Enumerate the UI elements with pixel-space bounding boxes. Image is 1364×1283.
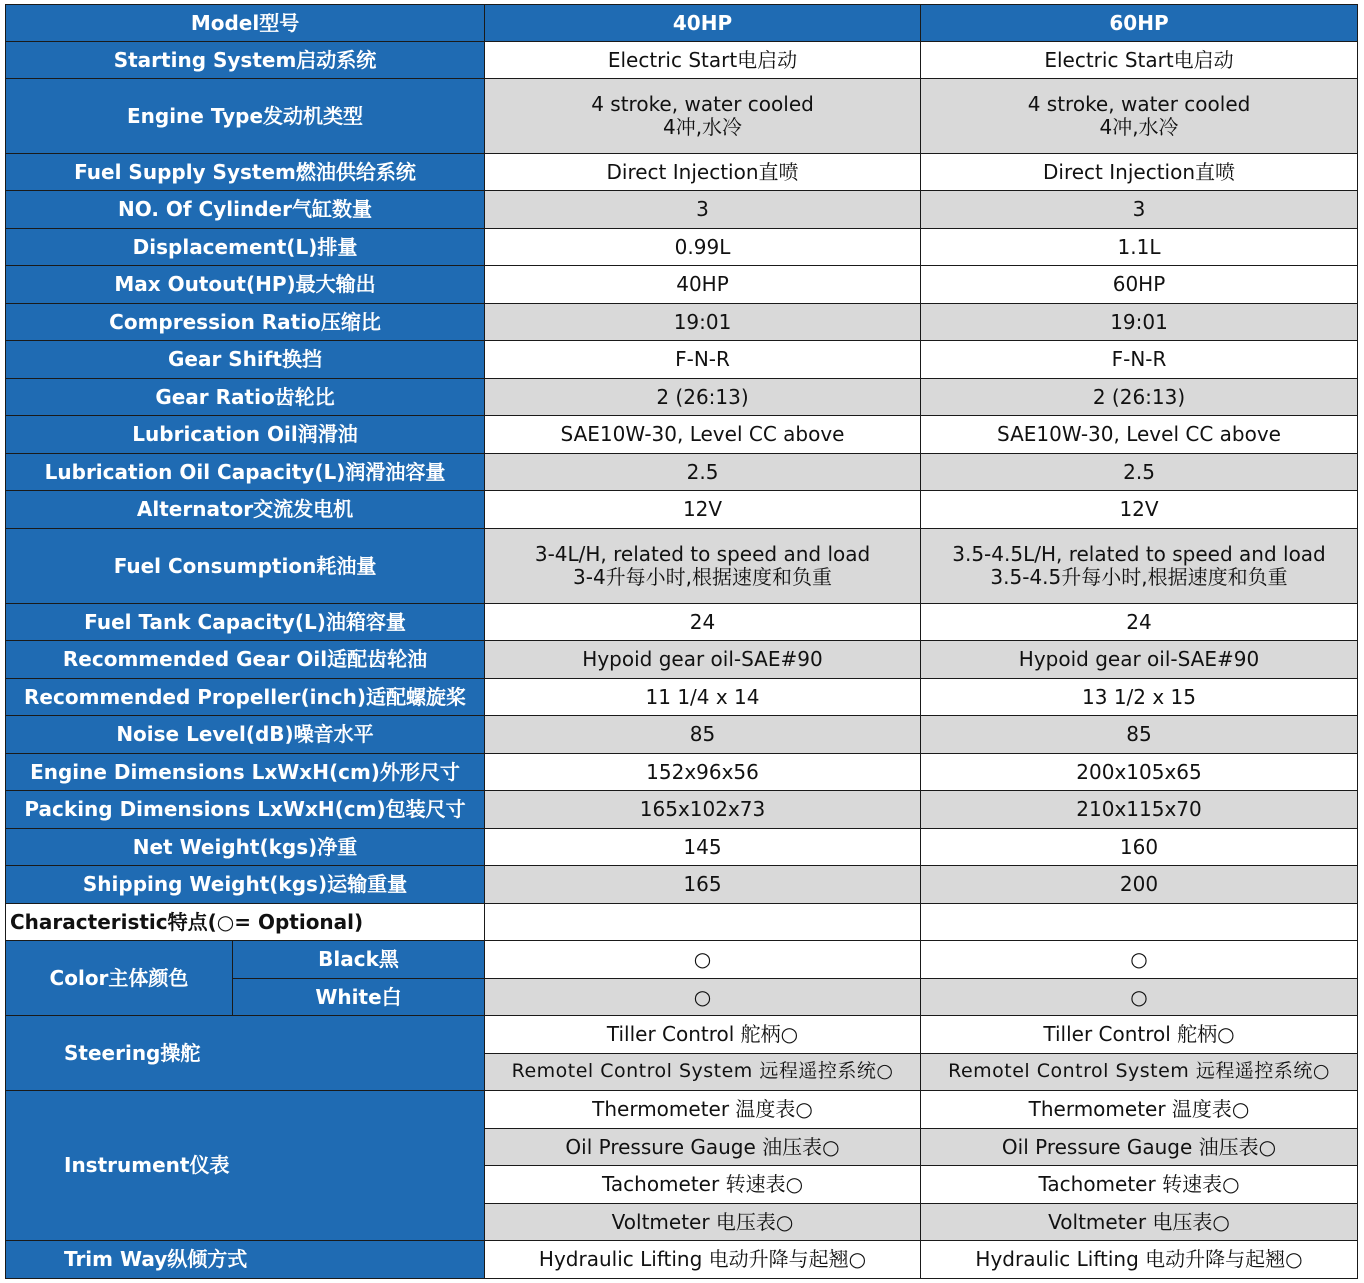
value-60hp: Electric Start电启动 bbox=[921, 42, 1358, 79]
optional-mark-40hp: ○ bbox=[485, 941, 921, 979]
value-60hp: Tachometer 转速表○ bbox=[921, 1166, 1358, 1204]
trim-label: Trim Way纵倾方式 bbox=[6, 1241, 485, 1279]
value-cn: 4冲,水冷 bbox=[1099, 115, 1179, 139]
value-40hp: Tachometer 转速表○ bbox=[485, 1166, 921, 1204]
value-en: 3-4L/H, related to speed and load bbox=[534, 542, 871, 566]
value-cn: 4冲,水冷 bbox=[662, 115, 743, 139]
value-40hp: 152x96x56 bbox=[485, 754, 921, 791]
row-label: Alternator交流发电机 bbox=[6, 491, 485, 529]
table-row bbox=[6, 754, 1358, 791]
optional-mark-60hp: ○ bbox=[921, 979, 1358, 1016]
value-60hp: 1.1L bbox=[921, 229, 1358, 266]
value-60hp: Tiller Control 舵柄○ bbox=[921, 1016, 1358, 1054]
row-label: Packing Dimensions LxWxH(cm)包装尺寸 bbox=[6, 791, 485, 829]
table-row bbox=[6, 679, 1358, 716]
value-40hp: 40HP bbox=[485, 266, 921, 304]
row-label: Lubrication Oil润滑油 bbox=[6, 416, 485, 454]
value-60hp: 13 1/2 x 15 bbox=[921, 679, 1358, 716]
table-row bbox=[6, 604, 1358, 641]
value-60hp: 19:01 bbox=[921, 304, 1358, 341]
value-60hp bbox=[921, 529, 1358, 604]
value-40hp: Hypoid gear oil-SAE#90 bbox=[485, 641, 921, 679]
optional-mark-40hp: ○ bbox=[485, 979, 921, 1016]
value-40hp: 165x102x73 bbox=[485, 791, 921, 829]
table-row bbox=[6, 79, 1358, 154]
table-header-row bbox=[6, 5, 1358, 42]
table-row bbox=[6, 304, 1358, 341]
value-60hp: Direct Injection直喷 bbox=[921, 154, 1358, 191]
row-label: Lubrication Oil Capacity(L)润滑油容量 bbox=[6, 454, 485, 491]
value-60hp: 12V bbox=[921, 491, 1358, 529]
instrument-label: Instrument仪表 bbox=[6, 1091, 485, 1241]
spec-table bbox=[5, 4, 1358, 1279]
value-40hp: 165 bbox=[485, 866, 921, 904]
header-model-label: Model型号 bbox=[6, 5, 485, 42]
table-row bbox=[6, 641, 1358, 679]
row-label: Max Outout(HP)最大输出 bbox=[6, 266, 485, 304]
trim-row bbox=[6, 1241, 1358, 1279]
color-option-white: White白 bbox=[233, 979, 485, 1016]
value-40hp: Hydraulic Lifting 电动升降与起翘○ bbox=[485, 1241, 921, 1279]
empty-cell bbox=[485, 904, 921, 941]
color-row-black bbox=[6, 941, 1358, 979]
value-40hp: 85 bbox=[485, 716, 921, 754]
value-40hp: 19:01 bbox=[485, 304, 921, 341]
value-40hp: Remotel Control System 远程遥控系统○ bbox=[485, 1054, 921, 1091]
row-label: Fuel Supply System燃油供给系统 bbox=[6, 154, 485, 191]
table-row bbox=[6, 716, 1358, 754]
row-label: Noise Level(dB)噪音水平 bbox=[6, 716, 485, 754]
value-en: 4 stroke, water cooled bbox=[591, 92, 814, 116]
row-label: NO. Of Cylinder气缸数量 bbox=[6, 191, 485, 229]
value-40hp: 3 bbox=[485, 191, 921, 229]
value-60hp: 3 bbox=[921, 191, 1358, 229]
value-40hp: Oil Pressure Gauge 油压表○ bbox=[485, 1129, 921, 1166]
value-60hp: Voltmeter 电压表○ bbox=[921, 1204, 1358, 1241]
color-option-black: Black黑 bbox=[233, 941, 485, 979]
value-en: 3.5-4.5L/H, related to speed and load bbox=[952, 542, 1326, 566]
table-row bbox=[6, 866, 1358, 904]
value-60hp: 2.5 bbox=[921, 454, 1358, 491]
value-40hp: 2.5 bbox=[485, 454, 921, 491]
row-label: Compression Ratio压缩比 bbox=[6, 304, 485, 341]
row-label: Gear Shift换挡 bbox=[6, 341, 485, 379]
value-40hp: F-N-R bbox=[485, 341, 921, 379]
row-label: Starting System启动系统 bbox=[6, 42, 485, 79]
row-label: Recommended Propeller(inch)适配螺旋桨 bbox=[6, 679, 485, 716]
value-40hp: Direct Injection直喷 bbox=[485, 154, 921, 191]
table-row bbox=[6, 266, 1358, 304]
value-40hp: 11 1/4 x 14 bbox=[485, 679, 921, 716]
value-60hp bbox=[921, 79, 1358, 154]
value-60hp: Remotel Control System 远程遥控系统○ bbox=[921, 1054, 1358, 1091]
table-row bbox=[6, 829, 1358, 866]
row-label: Net Weight(kgs)净重 bbox=[6, 829, 485, 866]
value-60hp: Thermometer 温度表○ bbox=[921, 1091, 1358, 1129]
color-label: Color主体颜色 bbox=[6, 941, 233, 1016]
value-40hp bbox=[485, 529, 921, 604]
characteristic-label: Characteristic特点(○= Optional) bbox=[6, 904, 485, 941]
value-40hp: 0.99L bbox=[485, 229, 921, 266]
value-60hp: 85 bbox=[921, 716, 1358, 754]
header-40hp: 40HP bbox=[485, 5, 921, 42]
value-cn: 3.5-4.5升每小时,根据速度和负重 bbox=[990, 565, 1288, 589]
value-60hp: Hypoid gear oil-SAE#90 bbox=[921, 641, 1358, 679]
value-60hp: 160 bbox=[921, 829, 1358, 866]
row-label: Fuel Consumption耗油量 bbox=[6, 529, 485, 604]
value-40hp: 145 bbox=[485, 829, 921, 866]
table-row bbox=[6, 191, 1358, 229]
value-40hp: 24 bbox=[485, 604, 921, 641]
value-60hp: SAE10W-30, Level CC above bbox=[921, 416, 1358, 454]
row-label: Displacement(L)排量 bbox=[6, 229, 485, 266]
row-label: Gear Ratio齿轮比 bbox=[6, 379, 485, 416]
empty-cell bbox=[921, 904, 1358, 941]
value-40hp: Tiller Control 舵柄○ bbox=[485, 1016, 921, 1054]
table-row bbox=[6, 491, 1358, 529]
value-40hp: SAE10W-30, Level CC above bbox=[485, 416, 921, 454]
row-label: Recommended Gear Oil适配齿轮油 bbox=[6, 641, 485, 679]
table-row bbox=[6, 454, 1358, 491]
value-60hp: Oil Pressure Gauge 油压表○ bbox=[921, 1129, 1358, 1166]
value-en: 4 stroke, water cooled bbox=[1027, 92, 1251, 116]
steering-row bbox=[6, 1016, 1358, 1054]
row-label: Engine Type发动机类型 bbox=[6, 79, 485, 154]
value-60hp: 210x115x70 bbox=[921, 791, 1358, 829]
table-row bbox=[6, 42, 1358, 79]
value-60hp: 60HP bbox=[921, 266, 1358, 304]
table-row bbox=[6, 154, 1358, 191]
value-60hp: 24 bbox=[921, 604, 1358, 641]
characteristic-row bbox=[6, 904, 1358, 941]
value-40hp bbox=[485, 79, 921, 154]
table-row bbox=[6, 416, 1358, 454]
value-60hp: 200 bbox=[921, 866, 1358, 904]
value-40hp: 2 (26:13) bbox=[485, 379, 921, 416]
instrument-row bbox=[6, 1091, 1358, 1129]
optional-mark-60hp: ○ bbox=[921, 941, 1358, 979]
value-60hp: 2 (26:13) bbox=[921, 379, 1358, 416]
value-cn: 3-4升每小时,根据速度和负重 bbox=[573, 565, 833, 589]
row-label: Engine Dimensions LxWxH(cm)外形尺寸 bbox=[6, 754, 485, 791]
value-60hp: 200x105x65 bbox=[921, 754, 1358, 791]
header-60hp: 60HP bbox=[921, 5, 1358, 42]
table-row bbox=[6, 791, 1358, 829]
table-row bbox=[6, 379, 1358, 416]
value-40hp: 12V bbox=[485, 491, 921, 529]
table-row bbox=[6, 341, 1358, 379]
row-label: Fuel Tank Capacity(L)油箱容量 bbox=[6, 604, 485, 641]
value-60hp: F-N-R bbox=[921, 341, 1358, 379]
steering-label: Steering操舵 bbox=[6, 1016, 485, 1091]
row-label: Shipping Weight(kgs)运输重量 bbox=[6, 866, 485, 904]
value-40hp: Thermometer 温度表○ bbox=[485, 1091, 921, 1129]
value-40hp: Electric Start电启动 bbox=[485, 42, 921, 79]
value-60hp: Hydraulic Lifting 电动升降与起翘○ bbox=[921, 1241, 1358, 1279]
value-40hp: Voltmeter 电压表○ bbox=[485, 1204, 921, 1241]
table-row bbox=[6, 229, 1358, 266]
table-row bbox=[6, 529, 1358, 604]
